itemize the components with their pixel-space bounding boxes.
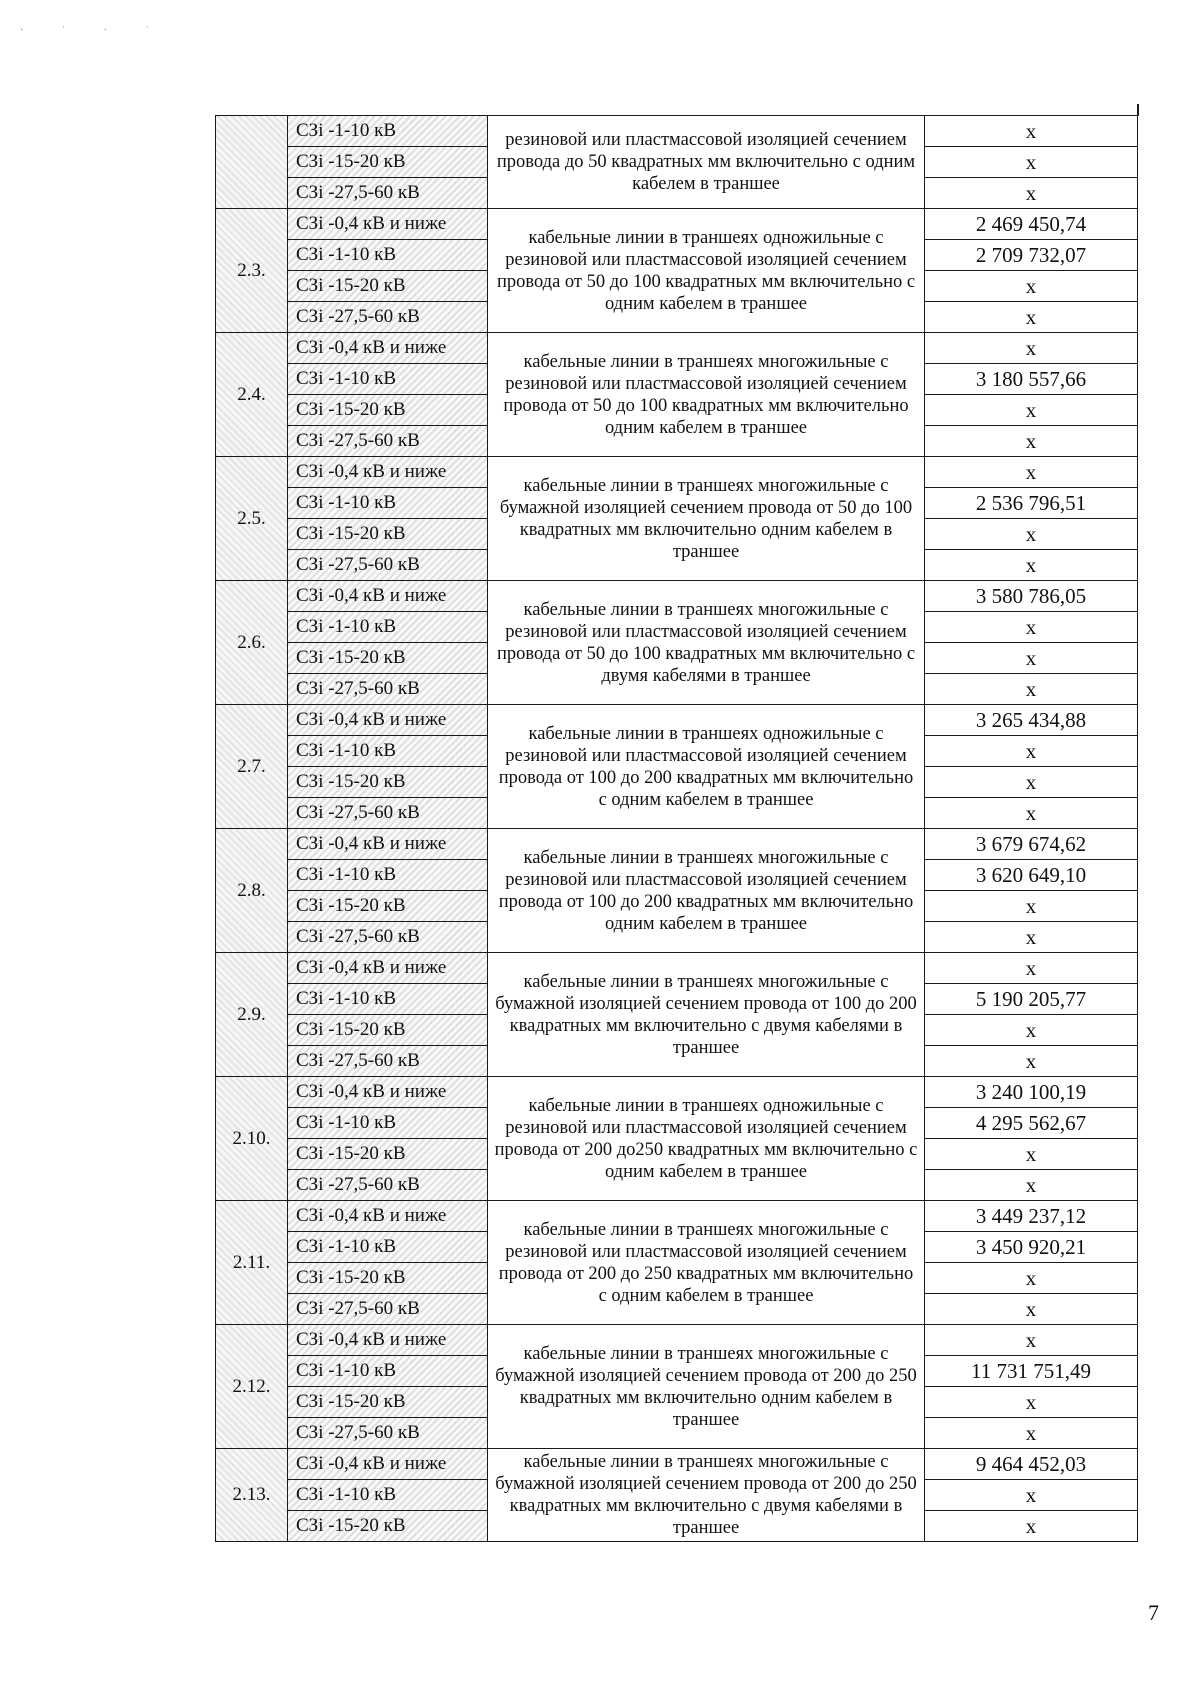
tariff-code: СЗi -0,4 кВ и ниже <box>288 1325 488 1356</box>
scan-specks: · ˈ · ˈ <box>20 25 167 36</box>
line-description: кабельные линии в траншеях многожильные с бумажной изоляцией сечением провода от 100 до 200 квадратных мм включительно с двумя кабелями в траншее <box>488 953 925 1077</box>
tariff-value: x <box>925 1387 1138 1418</box>
table-row <box>216 953 1138 984</box>
tariff-code: СЗi -0,4 кВ и ниже <box>288 1449 488 1480</box>
item-number: 2.6. <box>216 581 288 705</box>
tariff-code: СЗi -0,4 кВ и ниже <box>288 581 488 612</box>
tariff-value: x <box>925 395 1138 426</box>
tariff-value: x <box>925 1015 1138 1046</box>
item-number: 2.13. <box>216 1449 288 1542</box>
tariff-value: x <box>925 1046 1138 1077</box>
tariff-code: СЗi -27,5-60 кВ <box>288 178 488 209</box>
table-row <box>216 1325 1138 1356</box>
tariff-value: x <box>925 519 1138 550</box>
tariff-code: СЗi -27,5-60 кВ <box>288 550 488 581</box>
tariff-code: СЗi -15-20 кВ <box>288 891 488 922</box>
tariff-value: x <box>925 426 1138 457</box>
item-number: 2.12. <box>216 1325 288 1449</box>
tariff-code: СЗi -1-10 кВ <box>288 364 488 395</box>
tariff-code: СЗi -1-10 кВ <box>288 860 488 891</box>
line-description: кабельные линии в траншеях многожильные с бумажной изоляцией сечением провода от 200 до 250 квадратных мм включительно с двумя кабелями в траншее <box>488 1449 925 1542</box>
tariff-code: СЗi -27,5-60 кВ <box>288 302 488 333</box>
line-description: кабельные линии в траншеях многожильные с бумажной изоляцией сечением провода от 200 до 250 квадратных мм включительно одним кабелем в траншее <box>488 1325 925 1449</box>
tariff-value: x <box>925 271 1138 302</box>
tariff-value: 3 450 920,21 <box>925 1232 1138 1263</box>
tariff-value: 2 536 796,51 <box>925 488 1138 519</box>
item-number: 2.9. <box>216 953 288 1077</box>
tariff-code: СЗi -1-10 кВ <box>288 488 488 519</box>
item-number: 2.10. <box>216 1077 288 1201</box>
tariff-value: 3 240 100,19 <box>925 1077 1138 1108</box>
tariff-code: СЗi -27,5-60 кВ <box>288 1294 488 1325</box>
line-description: кабельные линии в траншеях многожильные с резиновой или пластмассовой изоляцией сечением провода от 50 до 100 квадратных мм включительно одним кабелем в траншее <box>488 333 925 457</box>
tariff-code: СЗi -15-20 кВ <box>288 643 488 674</box>
item-number: 2.7. <box>216 705 288 829</box>
tariff-code: СЗi -0,4 кВ и ниже <box>288 953 488 984</box>
tariff-table <box>215 115 1138 1542</box>
tariff-value: 2 709 732,07 <box>925 240 1138 271</box>
tariff-value: 3 679 674,62 <box>925 829 1138 860</box>
tariff-table-body <box>216 116 1138 1542</box>
tariff-code: СЗi -1-10 кВ <box>288 1232 488 1263</box>
table-row <box>216 457 1138 488</box>
tariff-value: 5 190 205,77 <box>925 984 1138 1015</box>
tariff-value: 11 731 751,49 <box>925 1356 1138 1387</box>
item-number: 2.5. <box>216 457 288 581</box>
item-number <box>216 116 288 209</box>
tariff-value: x <box>925 178 1138 209</box>
tariff-code: СЗi -0,4 кВ и ниже <box>288 829 488 860</box>
line-description: кабельные линии в траншеях одножильные с резиновой или пластмассовой изоляцией сечением провода от 200 до250 квадратных мм включительно с одним кабелем в траншее <box>488 1077 925 1201</box>
tariff-value: x <box>925 333 1138 364</box>
tariff-value: x <box>925 1263 1138 1294</box>
tariff-code: СЗi -15-20 кВ <box>288 1015 488 1046</box>
tariff-value: x <box>925 953 1138 984</box>
tariff-code: СЗi -1-10 кВ <box>288 240 488 271</box>
tariff-code: СЗi -0,4 кВ и ниже <box>288 705 488 736</box>
tariff-code: СЗi -1-10 кВ <box>288 116 488 147</box>
tariff-value: 4 295 562,67 <box>925 1108 1138 1139</box>
tariff-code: СЗi -27,5-60 кВ <box>288 1418 488 1449</box>
tariff-value: x <box>925 1511 1138 1542</box>
tariff-value: x <box>925 1170 1138 1201</box>
tariff-value: x <box>925 767 1138 798</box>
item-number: 2.11. <box>216 1201 288 1325</box>
table-row <box>216 1201 1138 1232</box>
line-description: кабельные линии в траншеях многожильные с резиновой или пластмассовой изоляцией сечением провода от 100 до 200 квадратных мм включительно одним кабелем в траншее <box>488 829 925 953</box>
line-description: резиновой или пластмассовой изоляцией сечением провода до 50 квадратных мм включительно с одним кабелем в траншее <box>488 116 925 209</box>
line-description: кабельные линии в траншеях многожильные с бумажной изоляцией сечением провода от 50 до 100 квадратных мм включительно одним кабелем в траншее <box>488 457 925 581</box>
tariff-code: СЗi -27,5-60 кВ <box>288 674 488 705</box>
tariff-code: СЗi -15-20 кВ <box>288 1511 488 1542</box>
table-row <box>216 1077 1138 1108</box>
item-number: 2.4. <box>216 333 288 457</box>
tariff-code: СЗi -1-10 кВ <box>288 1356 488 1387</box>
tariff-value: x <box>925 612 1138 643</box>
tariff-code: СЗi -1-10 кВ <box>288 1108 488 1139</box>
tariff-value: x <box>925 457 1138 488</box>
tariff-code: СЗi -27,5-60 кВ <box>288 798 488 829</box>
tariff-value: x <box>925 1325 1138 1356</box>
tariff-code: СЗi -0,4 кВ и ниже <box>288 1077 488 1108</box>
table-row <box>216 705 1138 736</box>
tariff-value: x <box>925 643 1138 674</box>
tariff-value: x <box>925 891 1138 922</box>
table-row <box>216 581 1138 612</box>
tariff-code: СЗi -27,5-60 кВ <box>288 426 488 457</box>
tariff-code: СЗi -0,4 кВ и ниже <box>288 209 488 240</box>
item-number: 2.8. <box>216 829 288 953</box>
table-row <box>216 1449 1138 1480</box>
tariff-value: 3 265 434,88 <box>925 705 1138 736</box>
line-description: кабельные линии в траншеях многожильные с резиновой или пластмассовой изоляцией сечением провода от 200 до 250 квадратных мм включительно с одним кабелем в траншее <box>488 1201 925 1325</box>
tariff-value: x <box>925 1480 1138 1511</box>
tariff-code: СЗi -1-10 кВ <box>288 736 488 767</box>
item-number: 2.3. <box>216 209 288 333</box>
tariff-code: СЗi -27,5-60 кВ <box>288 922 488 953</box>
tariff-value: 3 580 786,05 <box>925 581 1138 612</box>
tariff-value: x <box>925 1418 1138 1449</box>
tariff-code: СЗi -15-20 кВ <box>288 271 488 302</box>
tariff-code: СЗi -27,5-60 кВ <box>288 1046 488 1077</box>
tariff-value: x <box>925 116 1138 147</box>
tariff-value: x <box>925 1139 1138 1170</box>
tariff-code: СЗi -0,4 кВ и ниже <box>288 1201 488 1232</box>
line-description: кабельные линии в траншеях многожильные с резиновой или пластмассовой изоляцией сечением провода от 50 до 100 квадратных мм включительно с двумя кабелями в траншее <box>488 581 925 705</box>
tariff-code: СЗi -0,4 кВ и ниже <box>288 333 488 364</box>
tariff-value: x <box>925 922 1138 953</box>
tariff-value: x <box>925 302 1138 333</box>
line-description: кабельные линии в траншеях одножильные с резиновой или пластмассовой изоляцией сечением провода от 100 до 200 квадратных мм включительно с одним кабелем в траншее <box>488 705 925 829</box>
tariff-value: 2 469 450,74 <box>925 209 1138 240</box>
tariff-code: СЗi -0,4 кВ и ниже <box>288 457 488 488</box>
tariff-code: СЗi -1-10 кВ <box>288 984 488 1015</box>
tariff-value: 3 449 237,12 <box>925 1201 1138 1232</box>
tariff-value: 9 464 452,03 <box>925 1449 1138 1480</box>
tariff-code: СЗi -15-20 кВ <box>288 1263 488 1294</box>
tariff-code: СЗi -15-20 кВ <box>288 147 488 178</box>
tariff-code: СЗi -1-10 кВ <box>288 1480 488 1511</box>
tariff-value: 3 620 649,10 <box>925 860 1138 891</box>
line-description: кабельные линии в траншеях одножильные с резиновой или пластмассовой изоляцией сечением провода от 50 до 100 квадратных мм включительно с одним кабелем в траншее <box>488 209 925 333</box>
table-row <box>216 333 1138 364</box>
tariff-value: x <box>925 1294 1138 1325</box>
tariff-value: x <box>925 147 1138 178</box>
tariff-value: x <box>925 674 1138 705</box>
tariff-value: x <box>925 736 1138 767</box>
table-row <box>216 209 1138 240</box>
tariff-code: СЗi -15-20 кВ <box>288 1387 488 1418</box>
tariff-value: x <box>925 798 1138 829</box>
tariff-value: 3 180 557,66 <box>925 364 1138 395</box>
table-row <box>216 116 1138 147</box>
tariff-code: СЗi -15-20 кВ <box>288 767 488 798</box>
tariff-code: СЗi -15-20 кВ <box>288 395 488 426</box>
tariff-code: СЗi -27,5-60 кВ <box>288 1170 488 1201</box>
tariff-value: x <box>925 550 1138 581</box>
tariff-code: СЗi -15-20 кВ <box>288 1139 488 1170</box>
page-number: 7 <box>1148 1600 1159 1625</box>
tariff-code: СЗi -15-20 кВ <box>288 519 488 550</box>
tariff-code: СЗi -1-10 кВ <box>288 612 488 643</box>
table-row <box>216 829 1138 860</box>
